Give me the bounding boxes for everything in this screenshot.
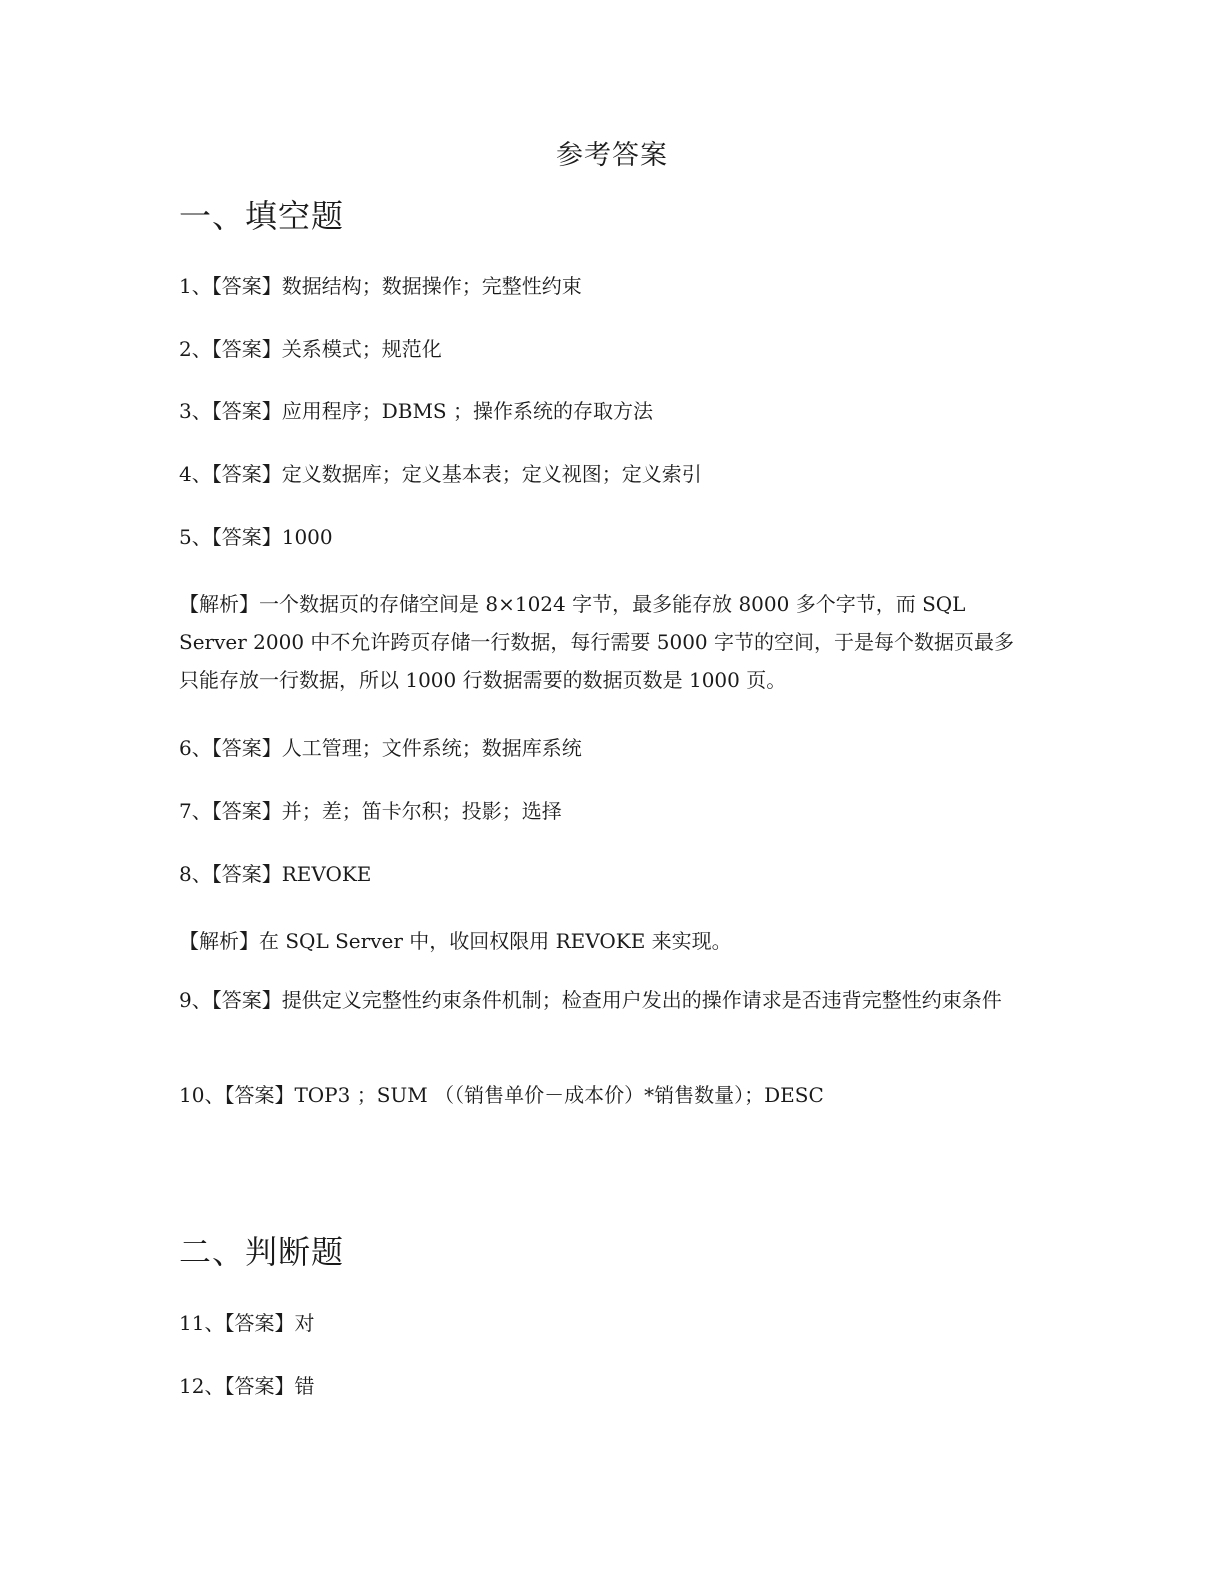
answer-5: 5、【答案】1000 (179, 525, 333, 549)
answer-1: 1、【答案】数据结构；数据操作；完整性约束 (179, 274, 582, 298)
answer-10: 10、【答案】TOP3 ；SUM （（销售单价－成本价）*销售数量）；DESC (179, 1083, 824, 1107)
answer-12: 12、【答案】错 (179, 1374, 315, 1398)
answer-9: 9、【答案】提供定义完整性约束条件机制；检查用户发出的操作请求是否违背完整性约束条件 (179, 988, 1002, 1012)
answer-11: 11、【答案】对 (179, 1311, 315, 1335)
answer-6: 6、【答案】人工管理；文件系统；数据库系统 (179, 736, 582, 760)
explanation-8: 【解析】在 SQL Server 中，收回权限用 REVOKE 来实现。 (179, 929, 732, 953)
answer-3: 3、【答案】应用程序；DBMS ；操作系统的存取方法 (179, 399, 653, 423)
section-heading-true-false: 二、判断题 (179, 1233, 345, 1271)
explanation-5: 【解析】一个数据页的存储空间是 8×1024 字节，最多能存放 8000 多个字节，而 SQL Server 2000 中不允许跨页存储一行数据，每行需要 5000 字节的空间，于是每个数据页最多只能存放一行数据，所以 1000 行数据需要的数据页数是 1000 页。 (179, 592, 1015, 692)
answer-7: 7、【答案】并；差；笛卡尔积；投影；选择 (179, 799, 562, 823)
section-heading-fill-in: 一、填空题 (179, 197, 345, 235)
answer-8: 8、【答案】REVOKE (179, 862, 372, 886)
page-title: 参考答案 (556, 140, 668, 171)
answer-2: 2、【答案】关系模式；规范化 (179, 337, 442, 361)
answer-4: 4、【答案】定义数据库；定义基本表；定义视图；定义索引 (179, 462, 702, 486)
